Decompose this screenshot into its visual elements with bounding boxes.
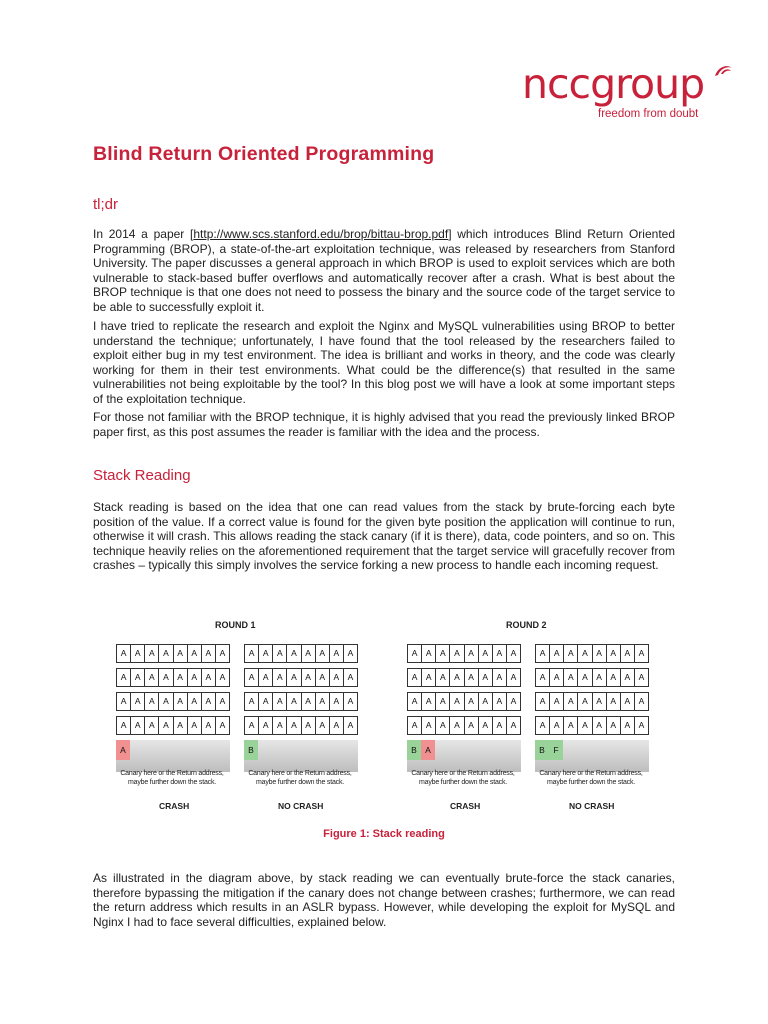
canary-byte-chip: B: [407, 740, 421, 760]
stack-byte-cell: A: [159, 645, 173, 662]
stack-byte-cell: A: [536, 717, 550, 734]
stack-byte-cell: A: [174, 669, 188, 686]
paragraph-conclusion: As illustrated in the diagram above, by stack reading we can eventually brute-force the stack canaries, therefore bypassing the mitigation if the canary does not change between crashes; furthermore, we can read the return address which results in an ASLR bypass. However, while developing the exploit for MySQL and Nginx I had to face several difficulties, explained below.: [93, 871, 675, 929]
canary-caption: Canary here or the Return address, maybe further down the stack.: [539, 770, 643, 786]
stack-row: [116, 692, 230, 711]
round-2-title: ROUND 2: [506, 620, 547, 630]
stack-byte-cell: A: [479, 693, 493, 710]
stack-byte-cell: A: [436, 645, 450, 662]
stack-byte-cell: A: [245, 645, 259, 662]
stack-byte-cell: A: [450, 645, 464, 662]
status-label: NO CRASH: [278, 801, 324, 811]
stack-row: [535, 692, 649, 711]
stack-byte-cell: A: [422, 669, 436, 686]
stack-byte-cell: A: [330, 693, 344, 710]
stack-byte-cell: A: [131, 669, 145, 686]
canary-caption: Canary here or the Return address, maybe further down the stack.: [411, 770, 515, 786]
stack-byte-cell: A: [578, 717, 592, 734]
stack-byte-cell: A: [536, 693, 550, 710]
canary-caption: Canary here or the Return address, maybe further down the stack.: [248, 770, 352, 786]
paragraph-stack-reading: Stack reading is based on the idea that one can read values from the stack by brute-forcing each byte position of the value. If a correct value is found for the given byte position the application will continue to run, otherwise it will crash. This allows reading the stack canary (if it is there), data, code pointers, and so on. This technique heavily relies on the aforementioned requirement that the target service will gracefully recover from crashes – typically this simply involves the service forking a new process to handle each incoming request.: [93, 500, 675, 573]
stack-byte-cell: A: [635, 669, 649, 686]
stack-byte-cell: A: [259, 669, 273, 686]
stack-panel: [533, 644, 649, 796]
stack-row: [244, 644, 358, 663]
paper-link[interactable]: http://www.scs.stanford.edu/brop/bittau-brop.pdf: [193, 227, 449, 241]
stack-byte-cell: A: [287, 717, 301, 734]
stack-byte-cell: A: [316, 717, 330, 734]
stack-byte-cell: A: [159, 669, 173, 686]
stack-byte-cell: A: [479, 645, 493, 662]
stack-byte-cell: A: [287, 693, 301, 710]
stack-byte-cell: A: [436, 717, 450, 734]
stack-byte-cell: A: [408, 717, 422, 734]
stack-byte-cell: A: [621, 645, 635, 662]
stack-byte-cell: A: [245, 669, 259, 686]
stack-byte-cell: A: [607, 693, 621, 710]
stack-byte-cell: A: [507, 645, 521, 662]
stack-rows: [407, 644, 521, 740]
stack-byte-cell: A: [159, 717, 173, 734]
stack-byte-cell: A: [422, 717, 436, 734]
canary-byte-chip: B: [244, 740, 258, 760]
stack-byte-cell: A: [117, 717, 131, 734]
stack-byte-cell: A: [145, 669, 159, 686]
stack-byte-cell: A: [316, 669, 330, 686]
stack-byte-cell: A: [593, 693, 607, 710]
stack-byte-cell: A: [344, 669, 358, 686]
stack-row: [116, 668, 230, 687]
stack-panel: [405, 644, 521, 796]
stack-byte-cell: A: [344, 693, 358, 710]
nccgroup-logo: [522, 62, 732, 124]
stack-byte-cell: A: [216, 669, 230, 686]
stack-byte-cell: A: [450, 669, 464, 686]
stack-byte-cell: A: [607, 669, 621, 686]
stack-byte-cell: A: [330, 717, 344, 734]
stack-byte-cell: A: [635, 717, 649, 734]
stack-byte-cell: A: [621, 669, 635, 686]
stack-row: [244, 692, 358, 711]
canary-area: [116, 740, 230, 772]
stack-byte-cell: A: [216, 693, 230, 710]
stack-byte-cell: A: [564, 669, 578, 686]
stack-byte-cell: A: [593, 645, 607, 662]
stack-byte-cell: A: [117, 669, 131, 686]
paragraph-advice: For those not familiar with the BROP technique, it is highly advised that you read the previously linked BROP paper first, as this post assumes the reader is familiar with the idea and the process.: [93, 410, 675, 439]
stack-row: [244, 716, 358, 735]
stack-byte-cell: A: [479, 717, 493, 734]
stack-byte-cell: A: [550, 669, 564, 686]
stack-byte-cell: A: [479, 669, 493, 686]
stack-byte-cell: A: [245, 693, 259, 710]
logo-swirl-icon: [712, 62, 734, 82]
stack-byte-cell: A: [131, 645, 145, 662]
stack-byte-cell: A: [145, 717, 159, 734]
stack-byte-cell: A: [330, 645, 344, 662]
stack-byte-cell: A: [607, 717, 621, 734]
stack-byte-cell: A: [188, 669, 202, 686]
stack-byte-cell: A: [408, 693, 422, 710]
round-1-title: ROUND 1: [215, 620, 256, 630]
stack-row: [407, 716, 521, 735]
stack-byte-cell: A: [302, 693, 316, 710]
stack-byte-cell: A: [550, 717, 564, 734]
stack-byte-cell: A: [436, 693, 450, 710]
stack-byte-cell: A: [287, 645, 301, 662]
stack-byte-cell: A: [188, 645, 202, 662]
stack-byte-cell: A: [273, 669, 287, 686]
canary-byte-chip: A: [116, 740, 130, 760]
stack-row: [116, 644, 230, 663]
stack-row: [407, 668, 521, 687]
stack-byte-cell: A: [273, 693, 287, 710]
stack-row: [116, 716, 230, 735]
stack-byte-cell: A: [344, 717, 358, 734]
stack-byte-cell: A: [188, 693, 202, 710]
stack-byte-cell: A: [302, 669, 316, 686]
stack-rows: [116, 644, 230, 740]
stack-byte-cell: A: [507, 693, 521, 710]
stack-byte-cell: A: [550, 645, 564, 662]
stack-byte-cell: A: [550, 693, 564, 710]
document-title: Blind Return Oriented Programming: [93, 143, 435, 165]
stack-byte-cell: A: [145, 645, 159, 662]
stack-byte-cell: A: [344, 645, 358, 662]
stack-byte-cell: A: [564, 645, 578, 662]
stack-byte-cell: A: [536, 645, 550, 662]
stack-byte-cell: A: [202, 669, 216, 686]
stack-byte-cell: A: [117, 693, 131, 710]
stack-byte-cell: A: [259, 693, 273, 710]
stack-byte-cell: A: [465, 645, 479, 662]
stack-byte-cell: A: [621, 717, 635, 734]
stack-byte-cell: A: [159, 693, 173, 710]
stack-byte-cell: A: [465, 717, 479, 734]
stack-byte-cell: A: [259, 645, 273, 662]
stack-byte-cell: A: [450, 717, 464, 734]
stack-byte-cell: A: [493, 717, 507, 734]
stack-row: [535, 644, 649, 663]
stack-panel: [114, 644, 230, 796]
stack-byte-cell: A: [302, 717, 316, 734]
stack-byte-cell: A: [635, 693, 649, 710]
section-heading-tldr: tl;dr: [93, 196, 119, 213]
status-label: NO CRASH: [569, 801, 615, 811]
stack-byte-cell: A: [287, 669, 301, 686]
stack-byte-cell: A: [202, 645, 216, 662]
stack-byte-cell: A: [273, 717, 287, 734]
stack-byte-cell: A: [493, 669, 507, 686]
stack-row: [535, 716, 649, 735]
canary-area: [244, 740, 358, 772]
stack-row: [535, 668, 649, 687]
section-heading-stack-reading: Stack Reading: [93, 467, 191, 484]
stack-byte-cell: A: [507, 717, 521, 734]
paragraph-replication: I have tried to replicate the research and exploit the Nginx and MySQL vulnerabilities using BROP to better understand the technique; unfortunately, I have found that the tool released by the researchers failed to exploit either bug in my test environment. The idea is brilliant and works in theory, and the code was clearly working for them in their test environments. What could be the difference(s) that resulted in the same vulnerabilities not being exploitable by the tool? In this blog post we will have a look at some important steps of the exploitation technique.: [93, 319, 675, 406]
stack-byte-cell: A: [422, 645, 436, 662]
stack-byte-cell: A: [330, 669, 344, 686]
stack-byte-cell: A: [536, 669, 550, 686]
stack-byte-cell: A: [117, 645, 131, 662]
stack-rows: [244, 644, 358, 740]
stack-byte-cell: A: [578, 645, 592, 662]
canary-caption: Canary here or the Return address, maybe further down the stack.: [120, 770, 224, 786]
stack-byte-cell: A: [216, 717, 230, 734]
stack-byte-cell: A: [202, 693, 216, 710]
canary-byte-chip: A: [421, 740, 435, 760]
stack-byte-cell: A: [302, 645, 316, 662]
stack-byte-cell: A: [174, 717, 188, 734]
stack-byte-cell: A: [564, 717, 578, 734]
status-label: CRASH: [159, 801, 190, 811]
stack-byte-cell: A: [621, 693, 635, 710]
stack-byte-cell: A: [131, 717, 145, 734]
paragraph-intro-text-1: In 2014 a paper [: [93, 227, 194, 241]
stack-row: [244, 668, 358, 687]
stack-byte-cell: A: [465, 693, 479, 710]
stack-byte-cell: A: [578, 693, 592, 710]
stack-byte-cell: A: [593, 669, 607, 686]
stack-rows: [535, 644, 649, 740]
stack-byte-cell: A: [607, 645, 621, 662]
canary-byte-chip: B: [535, 740, 549, 760]
stack-row: [407, 644, 521, 663]
figure-caption: Figure 1: Stack reading: [323, 828, 445, 840]
stack-byte-cell: A: [465, 669, 479, 686]
canary-byte-chip: F: [549, 740, 563, 760]
stack-byte-cell: A: [202, 717, 216, 734]
stack-byte-cell: A: [316, 693, 330, 710]
stack-byte-cell: A: [593, 717, 607, 734]
stack-byte-cell: A: [507, 669, 521, 686]
stack-byte-cell: A: [174, 645, 188, 662]
stack-byte-cell: A: [245, 717, 259, 734]
stack-byte-cell: A: [216, 645, 230, 662]
stack-byte-cell: A: [174, 693, 188, 710]
stack-byte-cell: A: [188, 717, 202, 734]
stack-byte-cell: A: [259, 717, 273, 734]
stack-byte-cell: A: [450, 693, 464, 710]
stack-byte-cell: A: [408, 645, 422, 662]
stack-byte-cell: A: [635, 645, 649, 662]
stack-byte-cell: A: [564, 693, 578, 710]
stack-byte-cell: A: [408, 669, 422, 686]
stack-byte-cell: A: [493, 645, 507, 662]
logo-wordmark: nccgroup: [522, 60, 705, 108]
logo-tagline: freedom from doubt: [598, 108, 699, 120]
stack-byte-cell: A: [131, 693, 145, 710]
stack-byte-cell: A: [493, 693, 507, 710]
stack-byte-cell: A: [316, 645, 330, 662]
stack-byte-cell: A: [578, 669, 592, 686]
stack-byte-cell: A: [145, 693, 159, 710]
stack-byte-cell: A: [436, 669, 450, 686]
paragraph-intro: [93, 227, 675, 315]
status-label: CRASH: [450, 801, 481, 811]
stack-row: [407, 692, 521, 711]
stack-byte-cell: A: [422, 693, 436, 710]
paragraph-intro-text-2: ] which introduces Blind Return Oriented Programming (BROP), a state-of-the-art exploitation technique, was released by researchers from Stanford University. The paper discusses a general approach in which BROP is used to exploit services which are both vulnerable to stack-based buffer overflows and automatically recover after a crash. What is best about the BROP technique is that one does not need to possess the binary and the source code of the target service to be able to successfully exploit it.: [93, 227, 675, 314]
stack-byte-cell: A: [273, 645, 287, 662]
stack-panel: [242, 644, 358, 796]
